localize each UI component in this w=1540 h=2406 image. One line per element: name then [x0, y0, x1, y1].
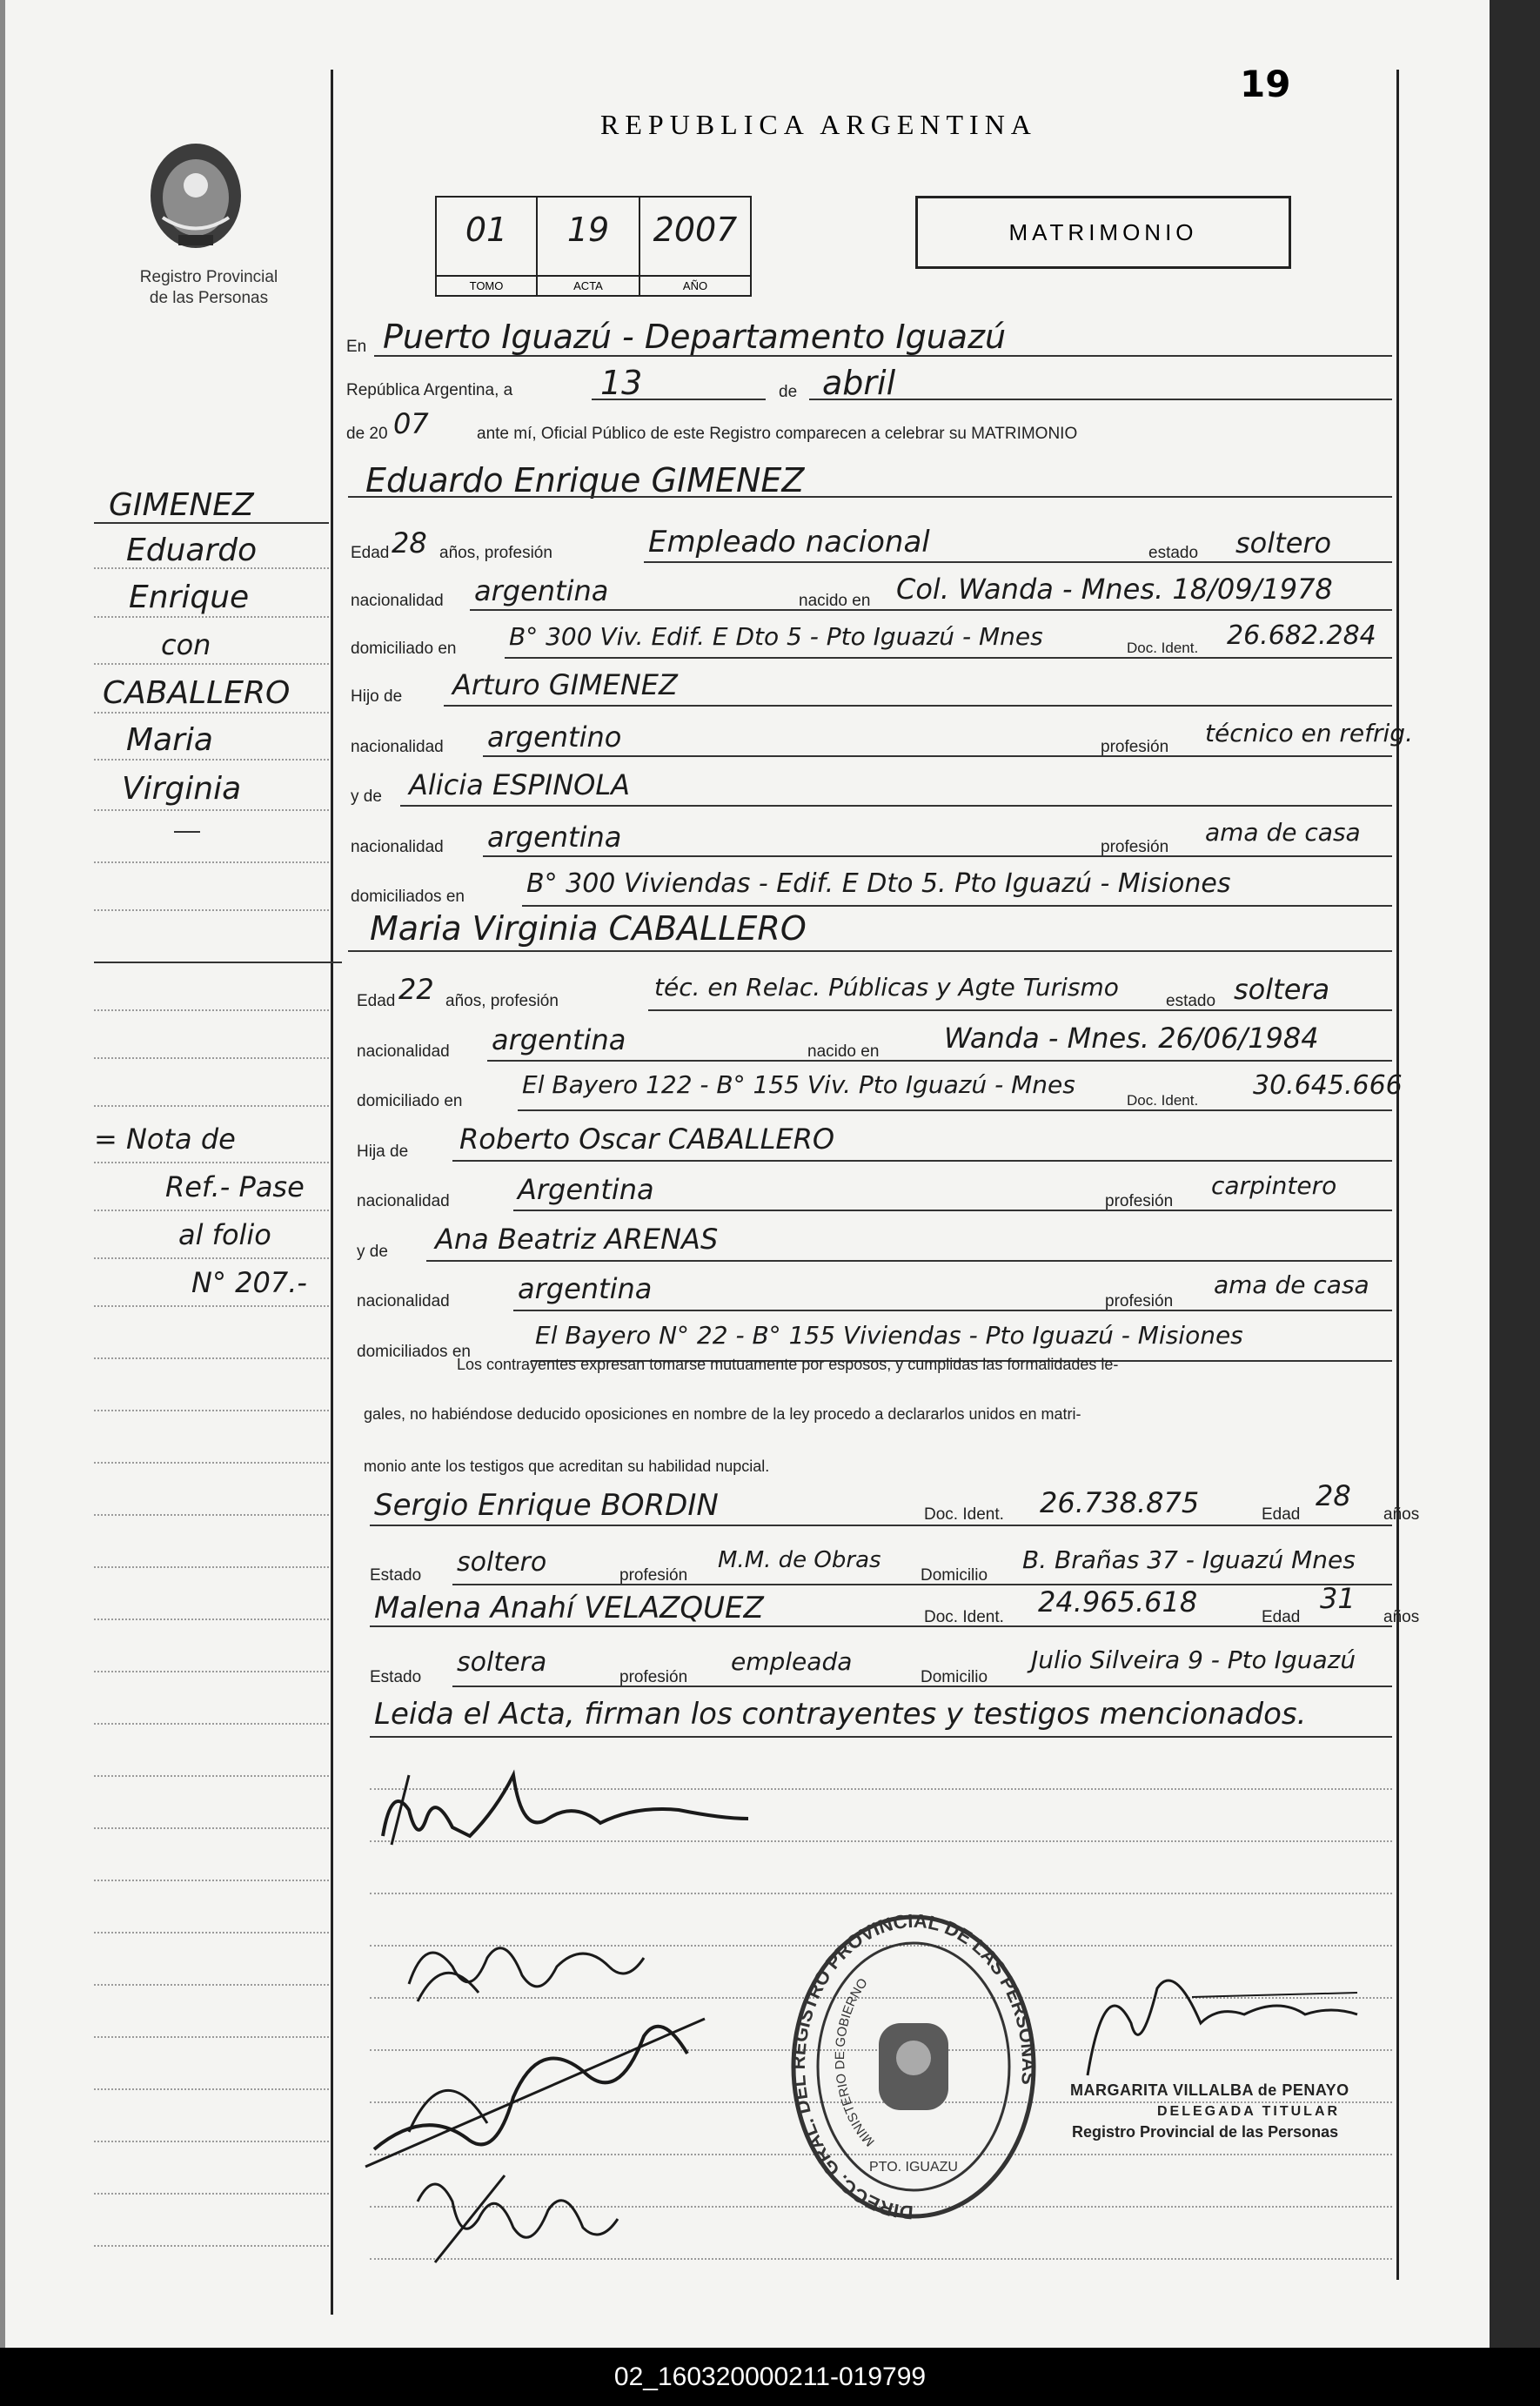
country-title: REPUBLICA ARGENTINA — [600, 109, 1037, 140]
document-page: 19 REPUBLICA ARGENTINA Registro Provincial de las Personas 01 TOMO 19 ACTA 2007 AÑO MATRIMONIO GIMENEZ Eduardo Enrique con CABALLERO Maria Virginia = Nota de Ref.- Pase al folio N° 207.- En Puerto Iguazú - Departamento Iguazú República Argentina, a 13 de abril de 20 07 ante mí, Oficial Público de este Registro comparecen a celebrar su MATRIMONIO Eduardo Enrique GIMENEZ Edad 28 años, profesión Empleado nacional estado soltero nacionalidad argentina nacido en Col. Wanda - Mnes. 18/09/1978 domiciliado en B° 300 Viv. Edif. E Dto 5 - Pto Iguazú - Mnes Doc. Ident. 26.682.284 Hijo de Arturo GIMENEZ nacionalidad argentino profesión técnico en refrig. y de Alicia ESPINOLA nacionalidad argentina profesión ama de casa domiciliados en B° 300 Viviendas - Edif. E Dto 5. Pto Iguazú - Misiones Maria Virginia CABALLERO Edad 22 años, profesión téc. en Relac. Públicas y Agte Turismo estado soltera nacionalidad argentina nacido en Wanda - Mnes. 26/06/1984 domiciliado en El Bayero 122 - B° 155 Viv. Pto Iguazú - Mnes Doc. Ident. 30.645.666 Hija de Roberto Oscar CABALLERO nacionalidad Argentina profesión carpintero y de Ana Beatriz ARENAS nacionalidad argentina profesión ama de casa domiciliados en El Bayero N° 22 - B° 155 Viviendas - Pto Iguazú - Misiones Los contrayentes expresan tomarse mutuamente por esposos, y cumplidas las formalidades le- gales, no habiéndose deducido oposiciones en nombre de la ley procedo a declararlos unidos en matri- monio ante los testigos que acreditan su habilidad nupcial. Sergio Enrique BORDIN Doc. Ident. 26.738.875 Edad 28 años Estado soltero profesión M.M. de Obras Domicilio B. Brañas 37 - Iguazú Mnes Malena Anahí VELAZQUEZ Doc. Ident. 24.965.618 Edad 31 años Estado soltera profesión empleada Domicilio Julio Silveira 9 - Pto Iguazú Leida el Acta, firman los contrayentes y testigos mencionados. DIRECC. GRAL. DEL REGISTRO PROVINCIAL DE LAS PERSONAS MINISTERIO DE GOBIERNO PTO. IGUAZU MARGARITA VILLALBA de PENAYO DELEGADA TITULAR Registro Provincial de las Personas — [0, 0, 1490, 2348]
bride-father-nationality: Argentina — [518, 1173, 654, 1206]
groom-profession: Empleado nacional — [648, 525, 930, 560]
groom-father: Arturo GIMENEZ — [452, 668, 678, 701]
formal-text-line: Los contrayentes expresan tomarse mutuamente por esposos, y cumplidas las formalidades le- — [457, 1356, 1119, 1373]
bride-status: soltera — [1234, 973, 1330, 1006]
anio-cell: 2007 AÑO — [640, 198, 750, 295]
official-seal-stamp — [787, 1906, 1040, 2236]
groom-mother-nationality: argentina — [487, 821, 622, 854]
witness1-name: Sergio Enrique BORDIN — [374, 1488, 719, 1523]
bride-father-profession: carpintero — [1211, 1171, 1337, 1200]
bride-age: 22 — [398, 973, 434, 1006]
marriage-year: 07 — [393, 407, 429, 440]
official-org: Registro Provincial de las Personas — [1072, 2123, 1339, 2141]
witness1-address: B. Brañas 37 - Iguazú Mnes — [1022, 1545, 1356, 1574]
groom-father-profession: técnico en refrig. — [1205, 719, 1413, 747]
closing-statement: Leida el Acta, firman los contrayentes y testigos mencionados. — [374, 1697, 1307, 1732]
bride-birth: Wanda - Mnes. 26/06/1984 — [944, 1022, 1319, 1055]
margin-name-line: Maria — [126, 722, 213, 758]
bride-profession: téc. en Relac. Públicas y Agte Turismo — [654, 973, 1119, 1002]
witness2-age: 31 — [1320, 1582, 1356, 1615]
bride-father: Roberto Oscar CABALLERO — [459, 1123, 835, 1156]
witness2-signature — [400, 2149, 644, 2271]
formal-text-line: gales, no habiéndose deducido oposiciones en nombre de la ley procedo a declararlos unidos en matri- — [364, 1405, 1081, 1423]
groom-address: B° 300 Viv. Edif. E Dto 5 - Pto Iguazú - Mnes — [509, 622, 1043, 651]
margin-note-line: = Nota de — [94, 1123, 236, 1156]
bride-mother-nationality: argentina — [518, 1272, 653, 1305]
margin-note-line: Ref.- Pase — [165, 1170, 305, 1203]
scan-footer-code: 02_160320000211-019799 — [0, 2348, 1540, 2406]
seal-bottom-text: PTO. IGUAZU — [869, 2160, 958, 2175]
formal-text-line: monio ante los testigos que acreditan su habilidad nupcial. — [364, 1458, 770, 1475]
place-value: Puerto Iguazú - Departamento Iguazú — [383, 318, 1007, 356]
official-signature — [1070, 1954, 1366, 2093]
witness1-profession: M.M. de Obras — [718, 1547, 881, 1573]
groom-age: 28 — [392, 526, 427, 560]
groom-name: Eduardo Enrique GIMENEZ — [365, 461, 805, 499]
groom-nationality: argentina — [474, 574, 609, 607]
witness2-profession: empleada — [731, 1647, 853, 1676]
marriage-day: 13 — [600, 364, 643, 402]
left-punch-edge — [0, 0, 5, 2348]
witness2-name: Malena Anahí VELAZQUEZ — [374, 1591, 764, 1625]
bride-name: Maria Virginia CABALLERO — [370, 909, 807, 948]
witness2-status: soltera — [457, 1647, 547, 1678]
groom-mother-profession: ama de casa — [1205, 818, 1361, 847]
margin-name-line: CABALLERO — [103, 675, 291, 711]
tomo-cell: 01 TOMO — [437, 198, 538, 295]
groom-father-nationality: argentino — [487, 720, 622, 754]
folio-number: 19 — [1240, 63, 1291, 105]
scan-edge — [1490, 0, 1540, 2348]
groom-doc: 26.682.284 — [1227, 620, 1376, 651]
organization-name: Registro Provincial de las Personas — [139, 268, 278, 307]
bride-mother: Ana Beatriz ARENAS — [435, 1223, 719, 1256]
right-margin-rule — [1396, 70, 1399, 2280]
official-title: DELEGADA TITULAR — [1157, 2104, 1341, 2119]
margin-name-line: Virginia — [122, 771, 242, 807]
margin-name-line: Eduardo — [126, 533, 258, 568]
official-name: MARGARITA VILLALBA de PENAYO — [1070, 2081, 1349, 2099]
groom-parents-address: B° 300 Viviendas - Edif. E Dto 5. Pto Iguazú - Misiones — [526, 868, 1231, 899]
bride-address: El Bayero 122 - B° 155 Viv. Pto Iguazú - Mnes — [522, 1070, 1075, 1099]
groom-signature — [374, 1758, 766, 1880]
marriage-month: abril — [822, 364, 896, 402]
seal-inner-text: MINISTERIO DE GOBIERNO — [832, 1975, 878, 2149]
margin-name-line: con — [161, 628, 211, 661]
bride-parents-address: El Bayero N° 22 - B° 155 Viviendas - Pto Iguazú - Misiones — [535, 1321, 1243, 1350]
margin-note-line: al folio — [178, 1218, 271, 1251]
acta-cell: 19 ACTA — [538, 198, 640, 295]
witness2-address: Julio Silveira 9 - Pto Iguazú — [1031, 1645, 1356, 1674]
record-type-box: MATRIMONIO — [915, 196, 1291, 269]
bride-doc: 30.645.666 — [1253, 1070, 1403, 1101]
margin-name-line: GIMENEZ — [109, 487, 254, 523]
groom-birth: Col. Wanda - Mnes. 18/09/1978 — [896, 573, 1333, 606]
seal-ring-text: DIRECC. GRAL. DEL REGISTRO PROVINCIAL DE LAS PERSONAS — [787, 1909, 1040, 2224]
bride-mother-profession: ama de casa — [1214, 1270, 1369, 1299]
witness1-age: 28 — [1316, 1479, 1351, 1512]
margin-note-line: N° 207.- — [191, 1266, 307, 1299]
coat-of-arms-icon — [144, 135, 248, 257]
bride-nationality: argentina — [492, 1023, 626, 1056]
groom-status: soltero — [1235, 526, 1332, 560]
left-margin-rule — [331, 70, 333, 2315]
registry-number-box — [435, 196, 752, 297]
groom-mother: Alicia ESPINOLA — [409, 768, 631, 801]
witness1-doc: 26.738.875 — [1040, 1486, 1200, 1519]
margin-name-line: Enrique — [129, 580, 250, 615]
witness2-doc: 24.965.618 — [1038, 1585, 1198, 1619]
witness1-status: soltero — [457, 1547, 547, 1578]
